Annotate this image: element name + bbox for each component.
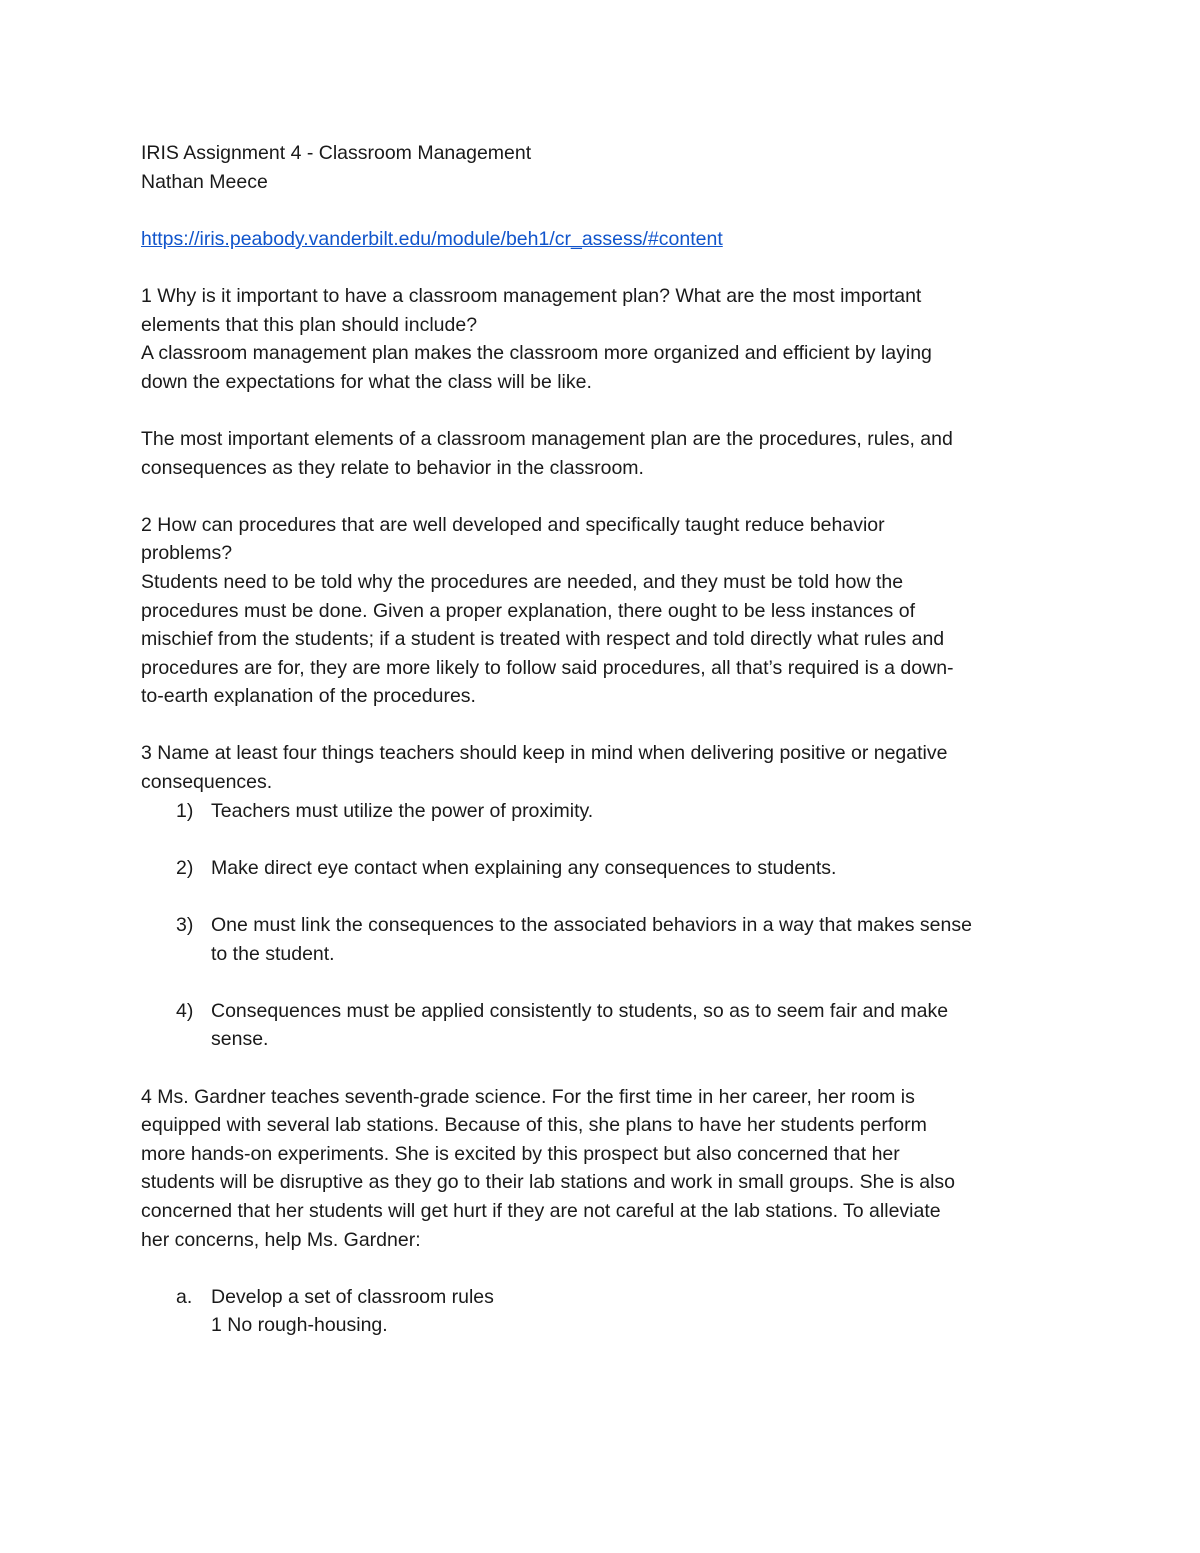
rule-item: 1 No rough-housing. [211, 1314, 388, 1337]
list-item [141, 1283, 1056, 1340]
list-marker: 3) [176, 914, 194, 937]
list-marker: a. [176, 1285, 193, 1308]
question-4 [141, 1083, 1056, 1340]
question-4-text-line: students will be disruptive as they go to their lab stations and work in small groups. She is also [141, 1171, 956, 1194]
list-item [141, 911, 1056, 968]
author-name: Nathan Meece [141, 170, 268, 193]
list-item-text: Consequences must be applied consistently to students, so as to seem fair and make [211, 999, 949, 1022]
answer-2-text-line: to-earth explanation of the procedures. [141, 685, 476, 708]
answer-1-text-line: The most important elements of a classroom management plan are the procedures, rules, and [141, 427, 953, 450]
list-item-text: One must link the consequences to the associated behaviors in a way that makes sense [211, 914, 972, 937]
question-4-text-line: 4 Ms. Gardner teaches seventh-grade science. For the first time in her career, her room is [141, 1085, 915, 1108]
list-marker: 2) [176, 856, 194, 879]
answer-1-text-line: consequences as they relate to behavior in the classroom. [141, 456, 644, 479]
list-item-text: Make direct eye contact when explaining any consequences to students. [211, 856, 837, 879]
question-1-text-line: 1 Why is it important to have a classroom management plan? What are the most important [141, 284, 922, 307]
answer-2-text-line: procedures must be done. Given a proper explanation, there ought to be less instances of [141, 599, 915, 622]
consequences-list [141, 797, 1056, 1054]
question-1 [141, 282, 1056, 482]
list-item [141, 997, 1056, 1054]
question-3 [141, 739, 1056, 1054]
list-item-text: Teachers must utilize the power of proximity. [211, 799, 594, 822]
module-link[interactable]: https://iris.peabody.vanderbilt.edu/module/beh1/cr_assess/#content [141, 227, 723, 250]
document-title: IRIS Assignment 4 - Classroom Management [141, 142, 532, 164]
answer-2-text-line: procedures are for, they are more likely to follow said procedures, all that’s required is a down- [141, 656, 954, 679]
question-4-text-line: concerned that her students will get hurt if they are not careful at the lab stations. To alleviate [141, 1199, 941, 1222]
list-item [141, 797, 1056, 826]
list-marker: 4) [176, 999, 194, 1022]
question-4-text-line: equipped with several lab stations. Because of this, she plans to have her students perform [141, 1114, 927, 1137]
question-3-text-line: 3 Name at least four things teachers should keep in mind when delivering positive or negative [141, 742, 948, 765]
list-item-text: sense. [211, 1028, 269, 1051]
list-marker: 1) [176, 799, 194, 822]
question-3-text-line: consequences. [141, 771, 273, 794]
document-page [141, 139, 1056, 1340]
list-item-text: Develop a set of classroom rules [211, 1285, 494, 1308]
question-4-list [141, 1283, 1056, 1340]
answer-2-text-line: Students need to be told why the procedures are needed, and they must be told how the [141, 570, 904, 593]
question-2-text-line: 2 How can procedures that are well developed and specifically taught reduce behavior [141, 513, 885, 536]
question-1-text-line: elements that this plan should include? [141, 313, 478, 336]
answer-1-text-line: down the expectations for what the class will be like. [141, 370, 592, 393]
question-4-text-line: her concerns, help Ms. Gardner: [141, 1228, 421, 1251]
list-item [141, 854, 1056, 883]
answer-2-text-line: mischief from the students; if a student is treated with respect and told directly what rules and [141, 628, 945, 651]
question-4-text-line: more hands-on experiments. She is excited by this prospect but also concerned that her [141, 1142, 900, 1165]
list-item-text: to the student. [211, 942, 335, 965]
question-2 [141, 511, 1056, 711]
answer-1-text-line: A classroom management plan makes the classroom more organized and efficient by laying [141, 342, 932, 365]
question-2-text-line: problems? [141, 542, 233, 565]
